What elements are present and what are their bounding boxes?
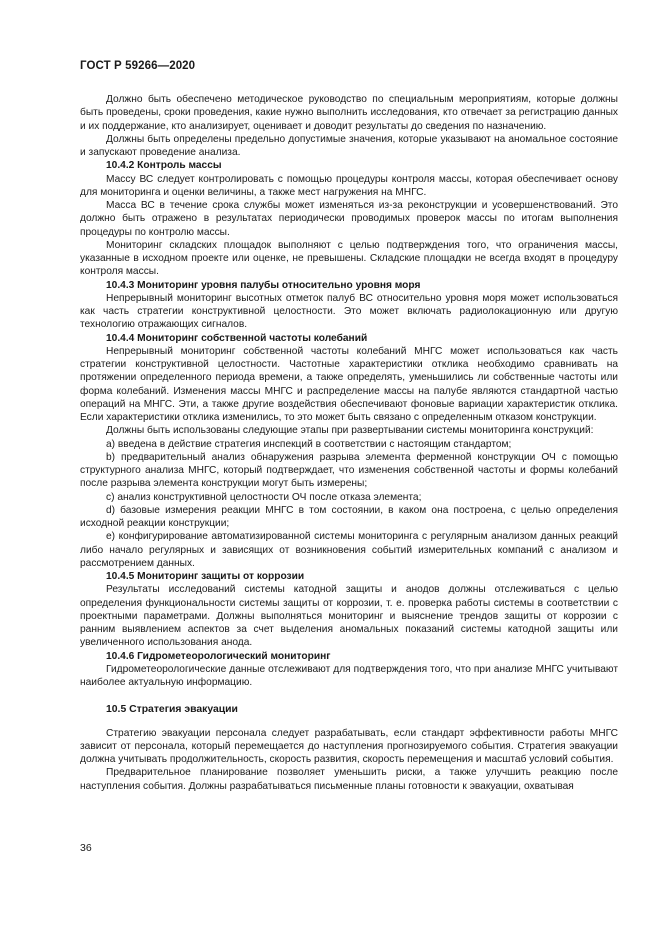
- section-heading: 10.4.5 Мониторинг защиты от коррозии: [106, 571, 305, 582]
- list-item: a) введена в действие стратегия инспекций в соответствии с настоящим стандартом;: [106, 438, 512, 450]
- section-heading: 10.4.3 Мониторинг уровня палубы относительно уровня моря: [106, 279, 421, 291]
- section-heading: 10.4.2 Контроль массы: [106, 160, 222, 172]
- paragraph: Масса ВС в течение срока службы может изменяться из-за реконструкции и усовершенствований. Это должно быть отражено в результатах периодически проводимых проверок массы по итогам выполнения процедуры по контролю массы.: [80, 200, 618, 238]
- paragraph: Предварительное планирование позволяет уменьшить риски, а также улучшить реакцию после наступления события. Должны разрабатываться письменные планы готовности к эвакуации, охватывая: [80, 767, 618, 792]
- chapter-heading: 10.5 Стратегия эвакуации: [106, 704, 238, 716]
- paragraph: Массу ВС следует контролировать с помощью процедуры контроля массы, которая обеспечивает основу для мониторинга и оценки величины, а также мест нагружения на МНГС.: [80, 173, 618, 198]
- paragraph: Гидрометеорологические данные отслеживают для подтверждения того, что при анализе МНГС учитывают наиболее актуальную информацию.: [80, 663, 618, 688]
- paragraph: Должно быть обеспечено методическое руководство по специальным мероприятиям, которые должны быть проведены, сроки проведения, какие нужно выполнить исследования, кто отвечает за регистрацию данных и их поддержание, кто анализирует, оценивает и доводит результаты до сведения по назначению.: [80, 94, 618, 132]
- paragraph: Результаты исследований системы катодной защиты и анодов должны отслеживаться с целью определения функциональности системы защиты от коррозии, т. е. проверка работы системы в соответствии с проектными параметрами. Должны выполняться мониторинг и выяснение трендов защиты от коррозии с ранним выявлением аспектов за счет выделения аномальных показаний системы катодной защиты или увеличенного использования анода.: [80, 584, 618, 649]
- paragraph: Должны быть определены предельно допустимые значения, которые указывают на аномальное состояние и запускают проведение анализа.: [80, 133, 618, 158]
- list-item: b) предварительный анализ обнаружения разрыва элемента ферменной конструкции ОЧ с помощью структурного анализа МНГС, который подтверждает, что изменения собственной частоты и формы колебаний после разрыва элемента конструкции могут быть измерены;: [80, 451, 618, 490]
- section-heading: 10.4.4 Мониторинг собственной частоты колебаний: [106, 332, 368, 344]
- paragraph: Непрерывный мониторинг высотных отметок палуб ВС относительно уровня моря может использоваться как часть стратегии конструктивной целостности. Это может включать радиолокационную или другую технологию отражающих сигналов.: [80, 292, 618, 331]
- list-item: d) базовые измерения реакции МНГС в том состоянии, в каком она построена, с целью определения исходной реакции конструкции;: [80, 504, 618, 529]
- list-item: c) анализ конструктивной целостности ОЧ после отказа элемента;: [106, 491, 422, 503]
- section-heading: 10.4.6 Гидрометеорологический мониторинг: [106, 650, 331, 662]
- paragraph: Мониторинг складских площадок выполняют с целью подтверждения того, что ограничения массы, указанные в исходном проекте или оценке, не превышены. Складские площадки не всегда входят в процедуру контроля массы.: [80, 239, 618, 278]
- document-body: [80, 93, 618, 793]
- paragraph: Непрерывный мониторинг собственной частоты колебаний МНГС может использоваться как часть стратегии конструктивной целостности. Частотные характеристики отклика необходимо сравнивать на протяжении определенного периода времени, а также определять, уменьшились ли собственные частоты или форма колебаний. Изменения массы МНГС и распределение массы на палубе являются стандартной частью операций на МНГС. Эти, а также другие воздействия обеспечивают фоновые вариации характеристик отклика. Если характеристики отклика изменились, то это может быть связано с определенным отказом конструкции.: [80, 345, 618, 423]
- paragraph: Стратегию эвакуации персонала следует разрабатывать, если стандарт эффективности работы МНГС зависит от персонала, который перемещается до наступления прогнозируемого события. Стратегия эвакуации должна учитывать продолжительность, скорость развития, скорость перемещения и масштаб условий события.: [80, 727, 618, 765]
- page-number: 36: [80, 842, 92, 854]
- paragraph: Должны быть использованы следующие этапы при развертывании системы мониторинга конструкций:: [106, 425, 594, 437]
- document-header: ГОСТ Р 59266—2020: [80, 60, 196, 72]
- list-item: e) конфигурирование автоматизированной системы мониторинга с регулярным анализом данных реакций либо начало регулярных и зависящих от возникновения событий измерительных компаний с анализом и рассмотрением данных.: [80, 531, 618, 569]
